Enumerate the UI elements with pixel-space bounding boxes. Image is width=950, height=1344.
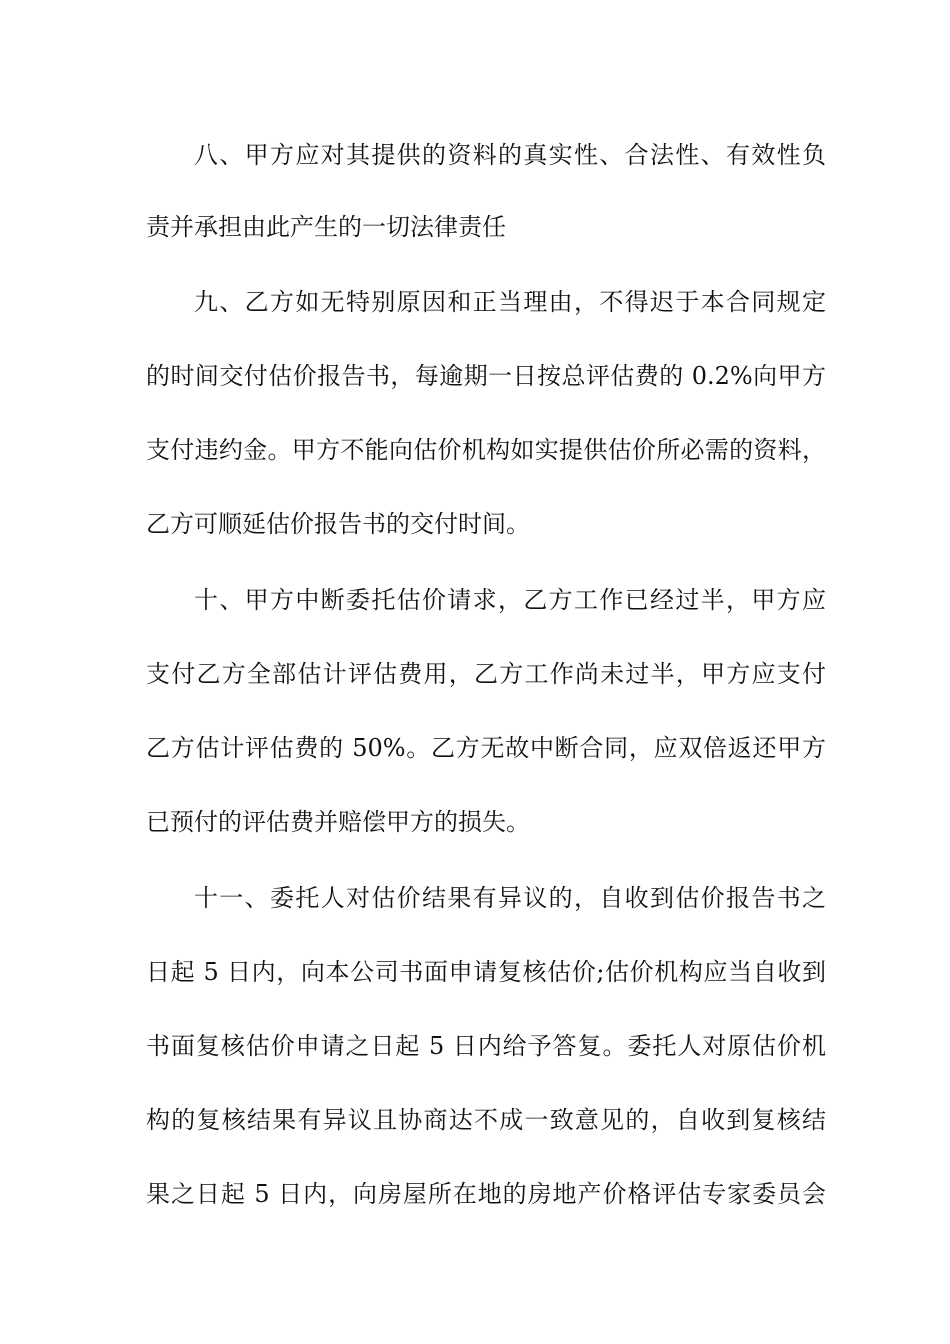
paragraph-9-line-4: 乙方可顺延估价报告书的交付时间。: [146, 510, 530, 538]
paragraph-11-line-2: 日起 5 日内，向本公司书面申请复核估价;估价机构应当自收到: [146, 958, 826, 986]
paragraph-10-line-2: 支付乙方全部估计评估费用，乙方工作尚未过半，甲方应支付: [146, 660, 826, 688]
paragraph-8-line-2: 责并承担由此产生的一切法律责任: [146, 213, 506, 241]
paragraph-11-line-3: 书面复核估价申请之日起 5 日内给予答复。委托人对原估价机: [146, 1032, 826, 1060]
paragraph-9-line-2: 的时间交付估价报告书，每逾期一日按总评估费的 0.2%向甲方: [146, 362, 826, 390]
paragraph-9-line-1: 九、乙方如无特别原因和正当理由，不得迟于本合同规定: [194, 288, 826, 316]
paragraph-11-line-1: 十一、委托人对估价结果有异议的，自收到估价报告书之: [194, 884, 826, 912]
paragraph-10-line-1: 十、甲方中断委托估价请求，乙方工作已经过半，甲方应: [194, 586, 826, 614]
paragraph-8-line-1: 八、甲方应对其提供的资料的真实性、合法性、有效性负: [194, 141, 826, 169]
paragraph-9-line-3: 支付违约金。甲方不能向估价机构如实提供估价所必需的资料，: [146, 436, 826, 464]
paragraph-11-line-5: 果之日起 5 日内，向房屋所在地的房地产价格评估专家委员会: [146, 1180, 826, 1208]
paragraph-10-line-3: 乙方估计评估费的 50%。乙方无故中断合同，应双倍返还甲方: [146, 734, 826, 762]
paragraph-11-line-4: 构的复核结果有异议且协商达不成一致意见的，自收到复核结: [146, 1106, 826, 1134]
paragraph-10-line-4: 已预付的评估费并赔偿甲方的损失。: [146, 808, 530, 836]
